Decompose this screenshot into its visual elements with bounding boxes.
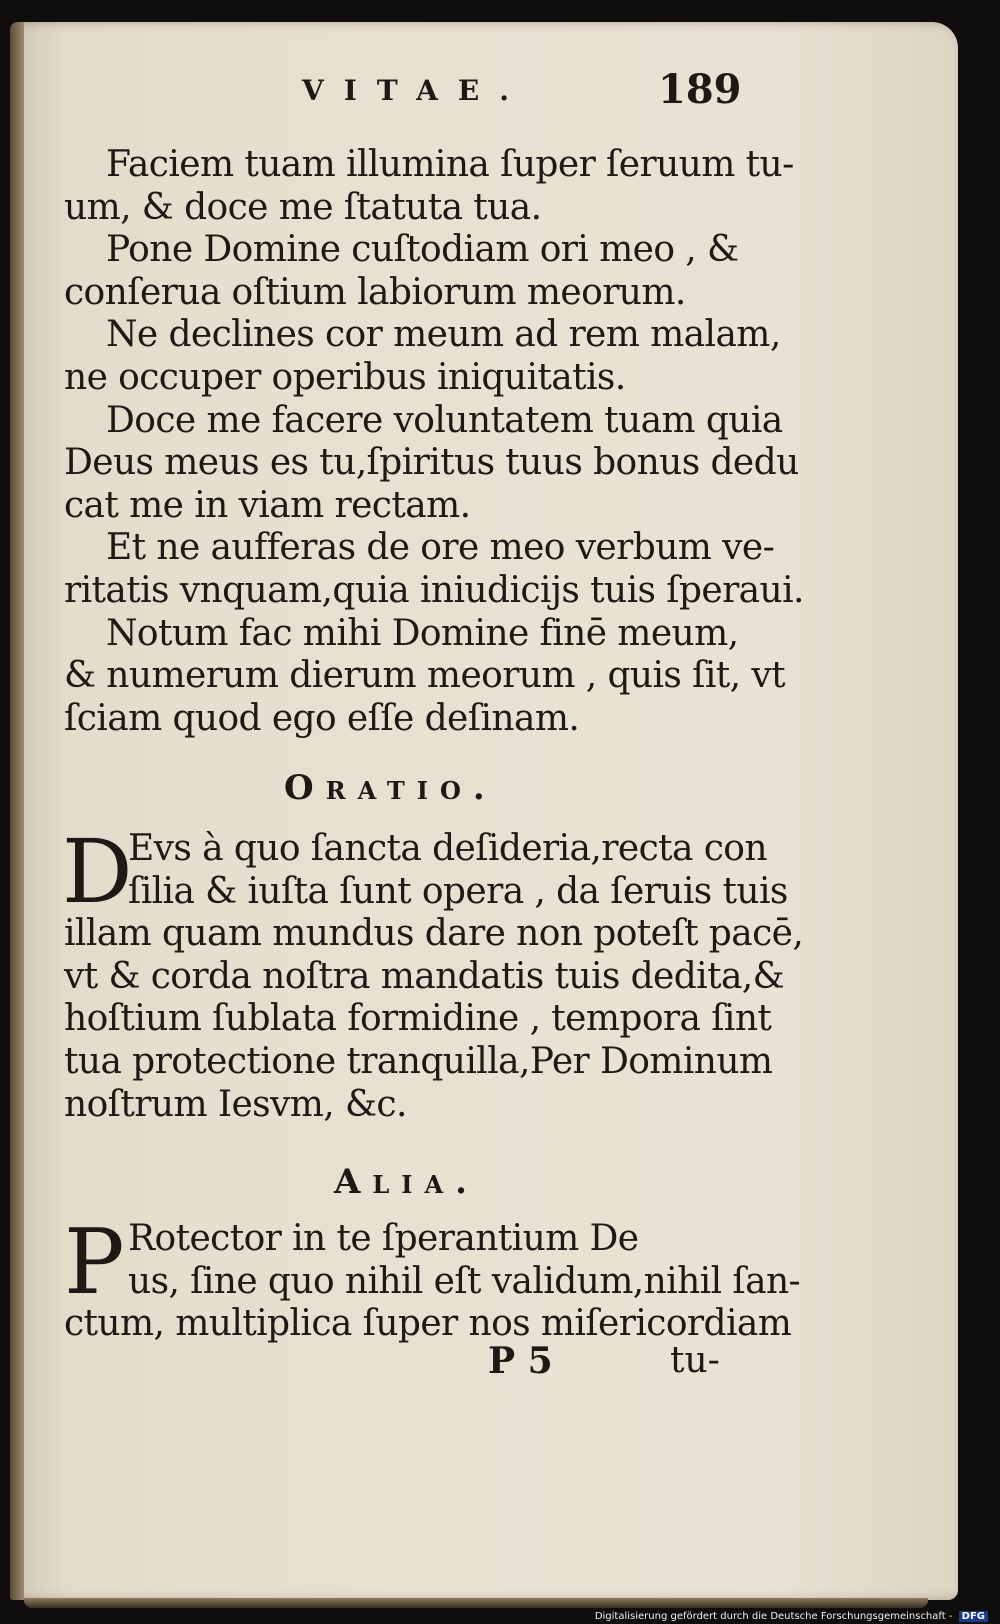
page-number: 189: [658, 66, 742, 113]
oratio-line: tua protectione tranquilla,Per Dominum: [64, 1040, 773, 1082]
oratio-line: hoſtium ſublata formidine , tempora ſint: [64, 998, 772, 1040]
alia-heading: Alia.: [334, 1162, 479, 1202]
running-head: VITAE.: [302, 74, 529, 107]
drop-initial-d: D: [62, 820, 133, 923]
book-page: [10, 22, 958, 1600]
oratio-line: ſilia & iuſta ſunt opera , da ſeruis tuis: [128, 870, 788, 912]
body-line: conſerua oſtium labiorum meorum.: [64, 271, 686, 313]
body-line: Faciem tuam illumina ſuper ſeruum tu-: [106, 144, 794, 185]
signature-mark: P 5: [488, 1340, 553, 1382]
page-spine-shadow: [10, 22, 24, 1600]
page-footer: [64, 1340, 744, 1382]
body-line: Notum fac mihi Domine finē meum,: [106, 612, 739, 654]
oratio-line: illam quam mundus dare non poteſt pacē,: [64, 913, 804, 955]
body-line: Et ne aufferas de ore meo verbum ve-: [106, 527, 775, 569]
credit-text: Digitalisierung gefördert durch die Deutsche Forschungsgemeinschaft -: [594, 1611, 953, 1622]
body-line: Pone Domine cuſtodiam ori meo , &: [106, 229, 739, 271]
drop-initial-p: P: [64, 1210, 125, 1315]
body-line: Ne declines cor meum ad rem malam,: [106, 314, 781, 356]
body-line: ne occuper operibus iniquitatis.: [64, 356, 626, 398]
alia-line: ctum, multiplica ſuper nos miſericordiam: [64, 1303, 792, 1345]
body-line: ritatis vnquam,quia iniudicijs tuis ſperaui.: [64, 569, 804, 611]
alia-line: Rotector in te ſperantium De: [128, 1218, 639, 1259]
dfg-logo: DFG: [959, 1611, 988, 1622]
body-text: [64, 144, 804, 740]
catchword: tu-: [670, 1340, 720, 1381]
digitization-credit: [595, 1611, 988, 1622]
body-line: um, & doce me ſtatuta tua.: [64, 186, 542, 228]
body-line: cat me in viam rectam.: [64, 484, 471, 526]
oratio-line: vt & corda noſtra mandatis tuis dedita,&: [64, 955, 785, 997]
oratio-line: Evs à quo ſancta deſideria,recta con: [128, 828, 767, 869]
oratio-line: noſtrum Iesvm, &c.: [64, 1083, 407, 1125]
alia-paragraph: [64, 1210, 801, 1346]
oratio-paragraph: [62, 820, 804, 1126]
page-bottom-edge: [24, 1598, 928, 1608]
body-line: Doce me facere voluntatem tuam quia: [106, 399, 783, 441]
alia-line: us, ſine quo nihil eſt validum,nihil ſan-: [128, 1260, 801, 1302]
body-line: Deus meus es tu,ſpiritus tuus bonus dedu: [64, 442, 799, 484]
oratio-heading: Oratio.: [284, 768, 497, 808]
body-line: & numerum dierum meorum , quis ſit, vt: [64, 655, 785, 697]
body-line: ſciam quod ego eſſe deſinam.: [64, 697, 580, 739]
